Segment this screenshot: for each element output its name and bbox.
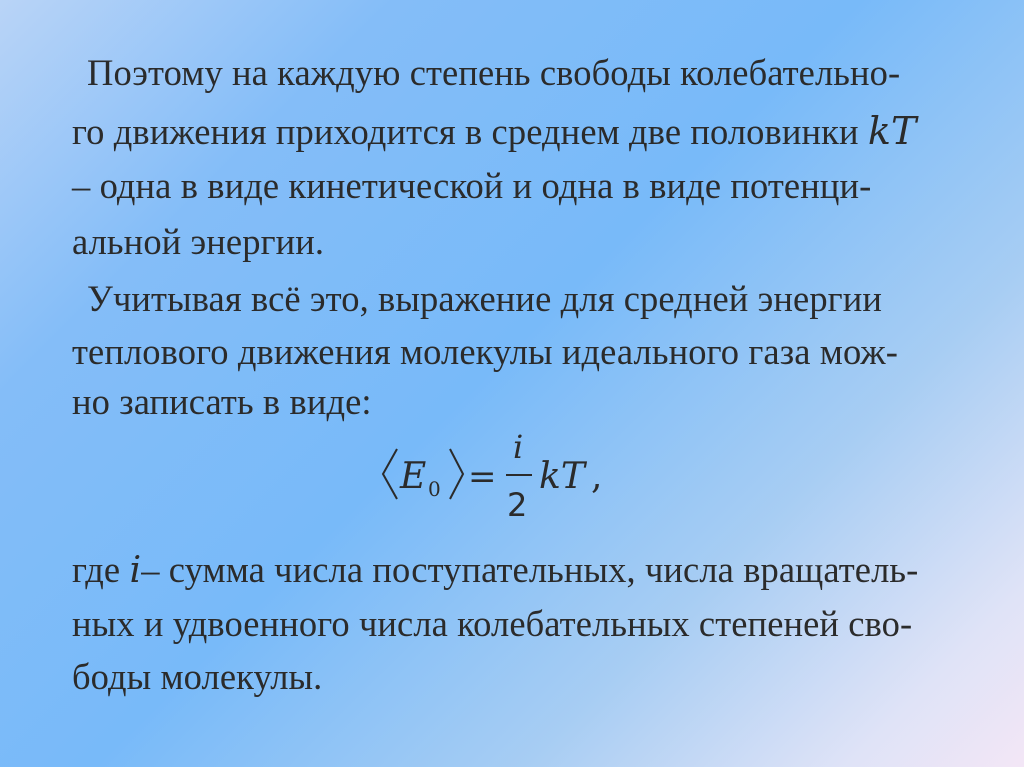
- kt-symbol: kT: [867, 109, 917, 153]
- energy-symbol: E: [400, 456, 427, 497]
- kt-term: kT: [539, 456, 585, 497]
- fraction-numerator: i: [513, 428, 524, 466]
- paragraph1-line4-text: альной энергии.: [72, 221, 325, 262]
- right-angle-bracket: [450, 449, 463, 499]
- paragraph3-line2: [72, 603, 913, 644]
- left-angle-bracket: [383, 449, 397, 499]
- paragraph3-line2-text: ных и удвоенного числа колебательных степеней сво-: [72, 603, 913, 644]
- paragraph3-line3: [72, 656, 323, 697]
- paragraph1-line2-text: го движения приходится в среднем две половинки: [72, 111, 868, 152]
- paragraph1-line1-text: Поэтому на каждую степень свободы колебательно-: [87, 52, 901, 93]
- paragraph2-line2-text: теплового движения молекулы идеального газа мож-: [72, 331, 898, 372]
- paragraph3-line3-text: боды молекулы.: [72, 656, 323, 697]
- paragraph2-line3-text: но записать в виде:: [72, 381, 372, 422]
- variable-i: i: [129, 548, 142, 591]
- paragraph3-prefix: где: [72, 549, 130, 590]
- energy-subscript: 0: [428, 477, 441, 501]
- paragraph1-line3-text: – одна в виде кинетической и одна в виде потенци-: [72, 165, 872, 206]
- paragraph3-line1-text: – сумма числа поступательных, числа вращатель-: [141, 549, 919, 590]
- formula-comma: ,: [591, 456, 603, 497]
- paragraph2-line1-text: Учитывая всё это, выражение для средней энергии: [87, 278, 883, 319]
- fraction-denominator: 2: [507, 486, 528, 524]
- equals-sign: =: [468, 457, 497, 497]
- paragraph3-line1: [72, 548, 919, 591]
